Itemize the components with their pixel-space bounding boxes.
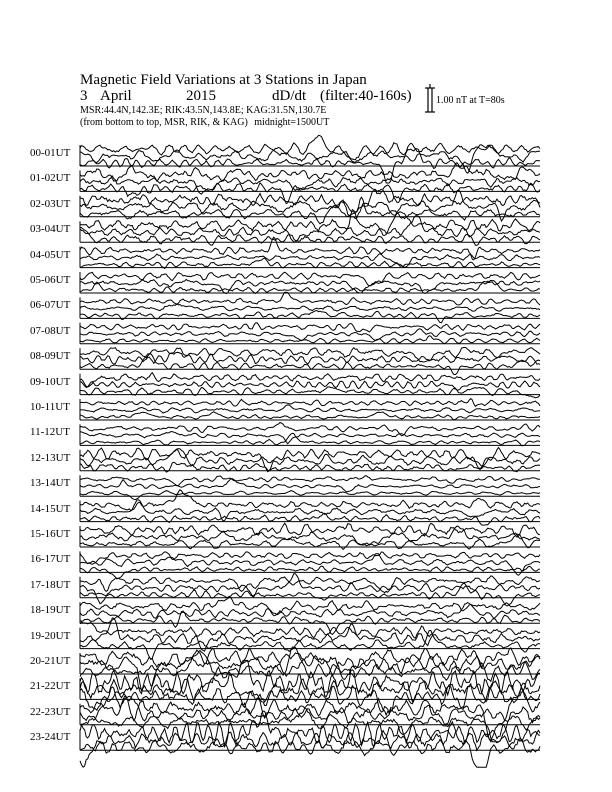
date-month: April [100,88,132,104]
row-09-10UT [80,373,540,398]
trace-RIK-17-18UT [80,574,540,604]
row-label-07-08UT: 07-08UT [30,324,71,337]
trace-RIK-05-06UT [80,279,540,293]
row-12-13UT [80,448,540,473]
trace-KAG-06-07UT [80,292,540,305]
row-13-14UT [80,475,540,500]
row-label-18-19UT: 18-19UT [30,604,71,617]
trace-KAG-00-01UT [80,135,540,159]
order-note: (from bottom to top, MSR, RIK, & KAG) [80,117,248,128]
date-day: 3 [80,88,88,104]
trace-MSR-21-22UT [80,684,540,714]
row-label-21-22UT: 21-22UT [30,680,71,693]
trace-KAG-16-17UT [80,552,540,565]
row-label-02-03UT: 02-03UT [30,197,71,210]
row-07-08UT [80,323,540,344]
row-label-06-07UT: 06-07UT [30,299,71,312]
row-label-09-10UT: 09-10UT [30,375,71,388]
trace-MSR-09-10UT [80,387,540,398]
row-label-05-06UT: 05-06UT [30,274,71,286]
filter-label: (filter:40-160s) [320,88,412,104]
row-08-09UT [80,347,540,374]
row-05-06UT [80,272,540,294]
trace-MSR-01-02UT [80,183,540,204]
trace-MSR-14-15UT [80,513,540,525]
trace-MSR-07-08UT [80,336,540,344]
order-midnight-line [80,117,329,129]
date-year: 2015 [186,88,216,104]
row-label-22-23UT: 22-23UT [30,705,71,718]
row-label-16-17UT: 16-17UT [30,553,71,566]
row-label-03-04UT: 03-04UT [30,223,71,236]
row-00-01UT [80,135,540,183]
trace-RIK-07-08UT [80,329,540,341]
stations-line: MSR:44.4N,142.3E; RIK:43.5N,143.8E; KAG:31.5N,130.7E [80,105,327,116]
trace-RIK-10-11UT [80,405,540,413]
row-label-11-12UT: 11-12UT [30,426,70,439]
row-label-12-13UT: 12-13UT [30,451,71,464]
row-06-07UT [80,292,540,323]
trace-MSR-11-12UT [80,433,540,445]
trace-MSR-10-11UT [80,412,540,420]
trace-KAG-13-14UT [80,476,540,486]
trace-KAG-10-11UT [80,399,540,407]
row-label-13-14UT: 13-14UT [30,477,71,490]
row-label-00-01UT: 00-01UT [30,147,71,159]
trace-MSR-13-14UT [80,491,540,500]
trace-KAG-15-16UT [80,523,540,537]
trace-KAG-19-20UT [80,622,540,639]
trace-KAG-05-06UT [80,272,540,286]
row-15-16UT [80,523,540,549]
row-label-23-24UT: 23-24UT [30,731,71,744]
quantity-label: dD/dt [272,88,307,104]
row-label-08-09UT: 08-09UT [30,350,71,363]
row-label-14-15UT: 14-15UT [30,502,71,515]
row-label-17-18UT: 17-18UT [30,578,71,591]
trace-KAG-17-18UT [80,576,540,593]
row-label-01-02UT: 01-02UT [30,172,71,185]
chart-title: Magnetic Field Variations at 3 Stations in Japan [80,72,367,88]
row-18-19UT [80,597,540,634]
trace-MSR-06-07UT [80,311,540,323]
trace-KAG-07-08UT [80,323,540,332]
midnight-note: midnight=1500UT [254,117,330,128]
row-17-18UT [80,574,540,606]
trace-KAG-11-12UT [80,423,540,436]
row-label-19-20UT: 19-20UT [30,629,71,642]
row-label-20-21UT: 20-21UT [30,655,71,667]
row-14-15UT [80,490,540,525]
row-11-12UT [80,423,540,446]
row-label-15-16UT: 15-16UT [30,528,71,540]
row-label-04-05UT: 04-05UT [30,248,71,261]
trace-KAG-09-10UT [80,373,540,387]
row-10-11UT [80,399,540,420]
row-16-17UT [80,551,540,579]
scale-bar [425,84,435,112]
trace-RIK-06-07UT [80,304,540,311]
trace-RIK-23-24UT [80,722,540,767]
trace-RIK-03-04UT [80,216,540,242]
row-02-03UT [80,190,540,224]
scale-label: 1.00 nT at T=80s [436,95,505,106]
row-label-10-11UT: 10-11UT [30,401,70,413]
